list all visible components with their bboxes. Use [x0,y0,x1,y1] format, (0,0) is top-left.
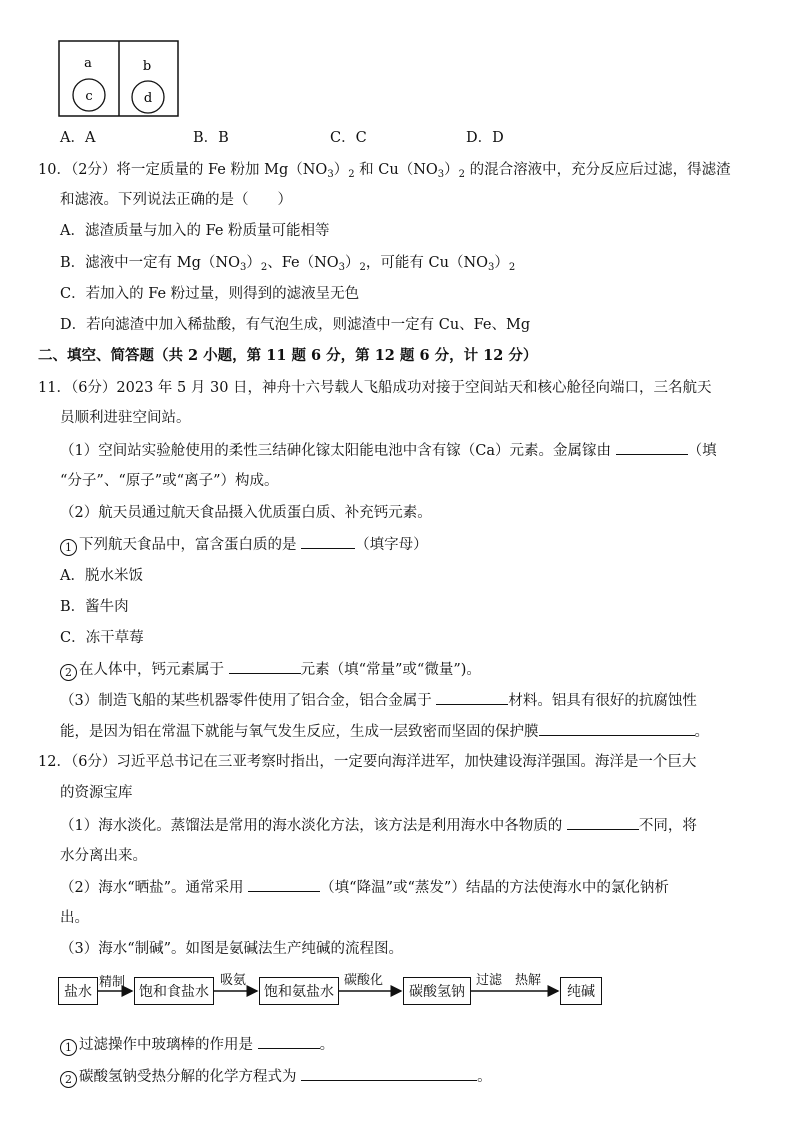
circled-number-1: 1 [60,1039,77,1056]
q9-option-c[interactable]: C．C [330,130,367,146]
q10-stem-line1: 10．（2分）将一定质量的 Fe 粉加 $Mg(NO_3)_2$ 和 $Cu(NO_3)_2$ 的混合溶液中，充分反应后过滤，得滤渣 [38,162,731,180]
q10-stem-line2: 和滤液。下列说法正确的是（ ） [60,192,292,208]
q12-stem-line1: 12．（6分）习近平总书记在三亚考察时指出，一定要向海洋进军，加快建设海洋强国。海洋是一个巨大 [38,754,697,770]
flow-label-absorb-ammonia: 吸氨 [220,973,247,988]
q11-food-option-b[interactable]: B．酱牛肉 [60,599,129,615]
q12-part1-line1: （1）海水淡化。蒸馏法是常用的海水淡化方法，该方法是利用海水中各物质的 不同，将 [60,815,697,836]
q12-answer-blank-4[interactable] [301,1066,477,1081]
figure-label-a: a [84,56,92,71]
q10-option-a[interactable]: A．滤渣质量与加入的 Fe 粉质量可能相等 [60,223,330,239]
circled-number-2: 2 [60,1071,77,1088]
q11-answer-blank-4[interactable] [436,690,508,705]
section-heading: 二、填空、简答题（共 2 小题，第 11 题 6 分，第 12 题 6 分，计 12 分） [38,347,538,364]
q12-part3-sub2: 2 碳酸氢钠受热分解的化学方程式为 。 [60,1066,492,1088]
q11-answer-blank-1[interactable] [616,440,688,455]
q11-answer-blank-2[interactable] [301,534,355,549]
q11-part1-line2: “分子”、“原子”或“离子”）构成。 [60,473,279,489]
q9-option-b[interactable]: B．B [193,130,229,146]
q12-part2-line2: 出。 [60,910,89,926]
q11-part3-line2: 能，是因为铝在常温下就能与氧气发生反应，生成一层致密而坚固的保护膜 。 [60,721,709,742]
q11-part2-sub1: 1 下列航天食品中，富含蛋白质的是 （填字母） [60,534,428,556]
q11-food-option-c[interactable]: C．冻干草莓 [60,630,144,646]
q11-food-option-a[interactable]: A．脱水米饭 [60,568,143,584]
circled-number-1: 1 [60,539,77,556]
flow-box-saturated-brine: 饱和食盐水 [134,977,214,1005]
flow-box-brine: 盐水 [58,977,98,1005]
beaker-figure [58,40,180,118]
flow-label-refine: 精制 [99,975,126,990]
q12-part1-line2: 水分离出来。 [60,848,147,864]
flow-box-soda-ash: 纯碱 [560,977,602,1005]
q11-stem-line1: 11．（6分）2023 年 5 月 30 日，神舟十六号载人飞船成功对接于空间站天和核心舱径向端口，三名航天 [38,380,712,396]
circled-number-2: 2 [60,664,77,681]
flow-label-filter-heat: 过滤 热解 [476,973,542,988]
q9-option-a[interactable]: A．A [60,130,96,146]
q12-answer-blank-2[interactable] [248,877,320,892]
flow-box-sodium-bicarbonate: 碳酸氢钠 [403,977,471,1005]
q12-part3: （3）海水“制碱”。如图是氨碱法生产纯碱的流程图。 [60,941,404,957]
q11-part2-sub2: 2 在人体中，钙元素属于 元素（填“常量”或“微量”)。 [60,659,481,681]
q11-part2: （2）航天员通过航天食品摄入优质蛋白质、补充钙元素。 [60,505,432,521]
q10-option-c[interactable]: C．若加入的 Fe 粉过量，则得到的滤液呈无色 [60,286,360,302]
figure-label-d: d [143,91,153,106]
flow-box-ammoniated-brine: 饱和氨盐水 [259,977,339,1005]
q11-answer-blank-3[interactable] [229,659,301,674]
q12-stem-line2: 的资源宝库 [60,785,133,801]
q12-part2-line1: （2）海水“晒盐”。通常采用 （填“降温”或“蒸发”）结晶的方法使海水中的氯化钠析 [60,877,669,898]
q12-answer-blank-1[interactable] [567,815,639,830]
q11-part3-line1: （3）制造飞船的某些机器零件使用了铝合金，铝合金属于 材料。铝具有很好的抗腐蚀性 [60,690,697,711]
q10-option-d[interactable]: D．若向滤渣中加入稀盐酸，有气泡生成，则滤渣中一定有 Cu、Fe、Mg [60,317,531,333]
q12-answer-blank-3[interactable] [258,1034,320,1049]
q12-part3-sub1: 1 过滤操作中玻璃棒的作用是 。 [60,1034,334,1056]
q10-option-b[interactable]: B．滤液中一定有 $Mg(NO_3)_2$、$Fe(NO_3)_2$，可能有 $Cu(NO_3)_2$ [60,255,516,273]
q11-answer-blank-5[interactable] [539,721,695,736]
figure-label-c: c [85,89,93,104]
q9-option-d[interactable]: D．D [466,130,504,146]
q11-stem-line2: 员顺利进驻空间站。 [60,410,191,426]
q11-part1-line1: （1）空间站实验舱使用的柔性三结砷化镓太阳能电池中含有镓（Ca）元素。金属镓由 （填 [60,440,717,461]
figure-label-b: b [142,59,152,74]
flow-label-carbonation: 碳酸化 [344,973,384,988]
